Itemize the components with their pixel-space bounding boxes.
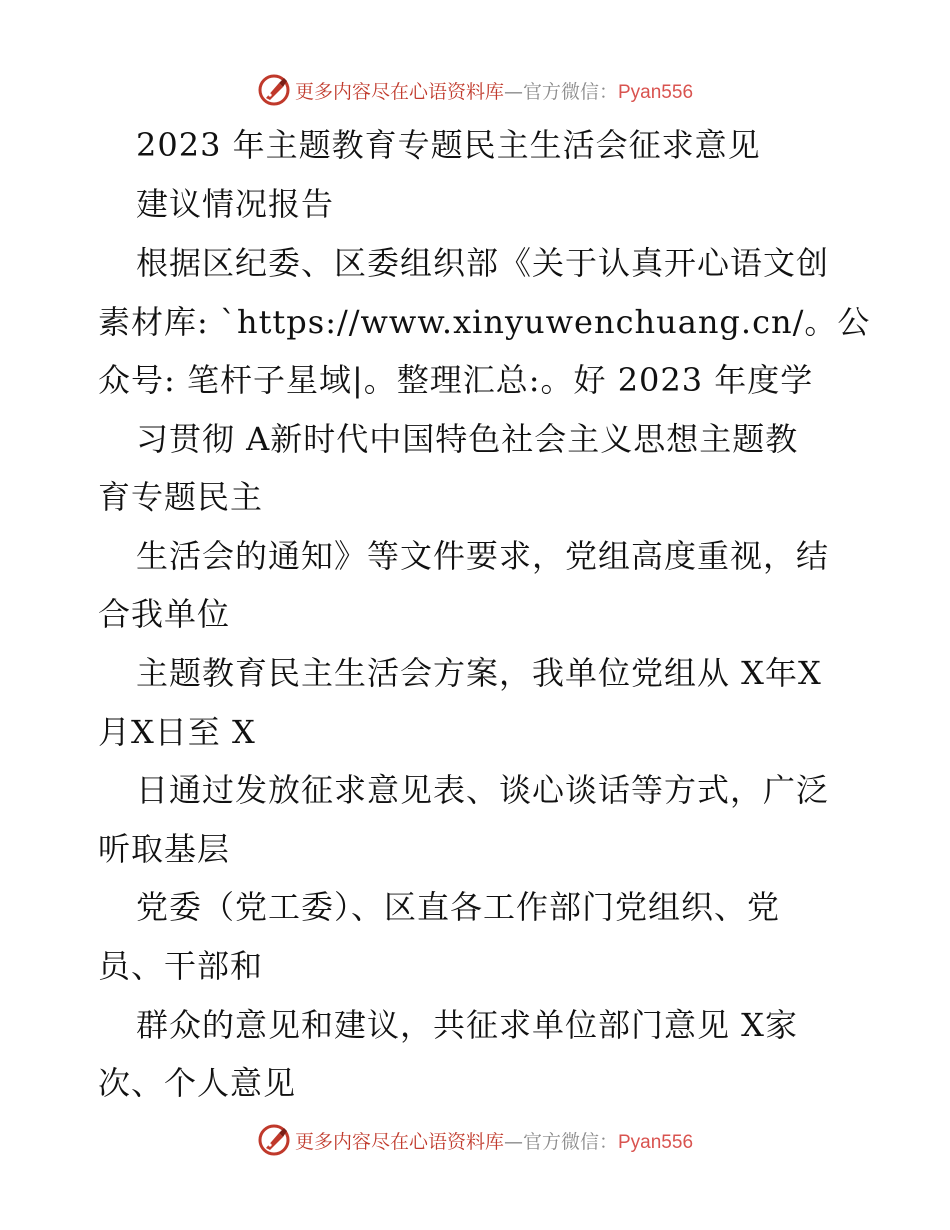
watermark-text [295, 77, 693, 104]
doc-text-line: 育专题民主 [98, 478, 264, 516]
doc-text-line: 生活会的通知》等文件要求，党组高度重视，结 [136, 537, 830, 575]
watermark-wechat-label: 官方微信： [522, 80, 618, 103]
doc-text-line: 众号: 笔杆子星域|。整理汇总:。好 2023 年度学 [98, 361, 814, 399]
doc-title-line-2: 建议情况报告 [136, 185, 335, 223]
doc-text-line: 群众的意见和建议，共征求单位部门意见 X家 [136, 1006, 798, 1044]
footer-watermark-banner [0, 1120, 950, 1160]
doc-text-line: 日通过发放征求意见表、谈心谈话等方式，广泛 [136, 771, 830, 809]
doc-text-line: 党委（党工委）、区直各工作部门党组织、党 [136, 888, 781, 926]
doc-title-line-1: 2023 年主题教育专题民主生活会征求意见 [136, 126, 761, 164]
pen-nib-seal-icon [257, 73, 291, 107]
pen-nib-seal-icon [257, 1123, 291, 1157]
doc-text-line: 听取基层 [98, 830, 231, 868]
watermark-account: Pyan556 [618, 1131, 694, 1153]
doc-text-line: 员、干部和 [98, 947, 264, 985]
doc-text-line: 合我单位 [98, 595, 231, 633]
watermark-site-text: 更多内容尽在心语资料库 [294, 1130, 504, 1153]
watermark-wechat-label: 官方微信： [522, 1130, 618, 1153]
watermark-account: Pyan556 [618, 81, 694, 103]
doc-text-line: 次、个人意见 [98, 1064, 297, 1102]
doc-text-line: 月X日至 X [98, 713, 256, 751]
watermark-site-text: 更多内容尽在心语资料库 [294, 80, 504, 103]
header-watermark-banner [0, 70, 950, 110]
doc-text-line: 根据区纪委、区委组织部《关于认真开心语文创 [136, 244, 830, 282]
watermark-dash: — [503, 1130, 523, 1153]
doc-text-line: 主题教育民主生活会方案，我单位党组从 X年X [136, 654, 822, 692]
watermark-text [295, 1127, 693, 1154]
doc-text-line: 习贯彻 A新时代中国特色社会主义思想主题教 [136, 420, 799, 458]
watermark-dash: — [503, 80, 523, 103]
doc-text-line: 素材库: `https://www.xinyuwenchuang.cn/。公 [98, 303, 871, 341]
